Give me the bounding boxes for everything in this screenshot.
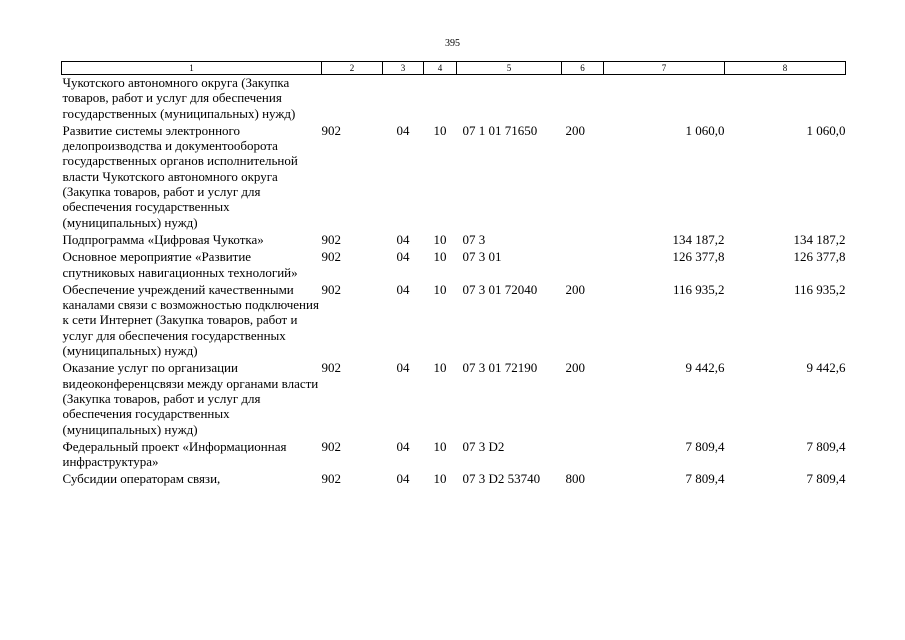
- page-number: 395: [445, 38, 460, 49]
- section-code: 04: [396, 122, 410, 138]
- table-row: [62, 360, 846, 438]
- column-header-6: 6: [562, 62, 604, 75]
- subsection-code: 10: [433, 281, 447, 297]
- column-header-2: 2: [322, 62, 383, 75]
- amount-col-8: 1 060,0: [806, 122, 846, 138]
- row-name: Оказание услуг по организации видеоконференцсвязи между органами власти (Закупка товаров, работ и услуг для обеспечения государственных (муниципальных) нужд): [62, 360, 319, 437]
- expense-type-code: [562, 439, 604, 472]
- expense-type-code: [562, 232, 604, 249]
- row-name: Чукотского автономного округа (Закупка товаров, работ и услуг для обеспечения государственных (муниципальных) нужд): [62, 75, 296, 121]
- table-row: [62, 471, 846, 488]
- target-article-code: 07 3 01: [462, 249, 502, 265]
- subsection-code: 10: [433, 231, 447, 247]
- column-header-5: 5: [457, 62, 562, 75]
- row-name: Обеспечение учреждений качественными каналами связи с возможностью подключения к сети Интернет (Закупка товаров, работ и услуг для обеспечения государственных (муниципальных) нужд): [62, 281, 319, 359]
- ministry-code: 902: [321, 281, 341, 297]
- row-name: Подпрограмма «Цифровая Чукотка»: [62, 231, 264, 247]
- subsection-code: 10: [433, 249, 447, 265]
- section-code: 04: [396, 249, 410, 265]
- table-row: [62, 439, 846, 472]
- expense-type-code: 200: [565, 281, 585, 297]
- ministry-code: 902: [321, 438, 341, 454]
- budget-table: [61, 61, 846, 489]
- target-article-code: 07 3: [462, 231, 486, 247]
- target-article-code: 07 3 D2: [462, 438, 505, 454]
- section-code: 04: [396, 438, 410, 454]
- amount-col-7: 7 809,4: [685, 471, 725, 487]
- ministry-code: 902: [321, 249, 341, 265]
- section-code: 04: [396, 231, 410, 247]
- table-header-row: [62, 62, 846, 75]
- row-name: Развитие системы электронного делопроизводства и документооборота государственных органов исполнительной власти Чукотского автономного округа (Закупка товаров, работ и услуг для обеспечения государственных (муниципальных) нужд): [62, 122, 298, 230]
- amount-col-7: 134 187,2: [672, 231, 725, 247]
- ministry-code: 902: [321, 471, 341, 487]
- table-row: [62, 282, 846, 360]
- row-name: Основное мероприятие «Развитие спутниковых навигационных технологий»: [62, 249, 298, 280]
- column-header-3: 3: [383, 62, 424, 75]
- subsection-code: 10: [433, 122, 447, 138]
- column-header-7: 7: [604, 62, 725, 75]
- row-name: Субсидии операторам связи,: [62, 471, 221, 487]
- table-row: [62, 123, 846, 232]
- section-code: 04: [396, 471, 410, 487]
- amount-col-7: 1 060,0: [685, 122, 725, 138]
- ministry-code: [322, 75, 383, 123]
- table-row: [62, 249, 846, 282]
- target-article-code: 07 1 01 71650: [462, 122, 538, 138]
- target-article-code: [457, 75, 562, 123]
- subsection-code: 10: [433, 438, 447, 454]
- expense-type-code: 200: [565, 360, 585, 376]
- expense-type-code: 200: [565, 122, 585, 138]
- target-article-code: 07 3 01 72040: [462, 281, 538, 297]
- expense-type-code: [562, 249, 604, 282]
- table-row: [62, 75, 846, 123]
- column-header-1: 1: [62, 62, 322, 75]
- row-name: Федеральный проект «Информационная инфраструктура»: [62, 438, 287, 470]
- amount-col-8: [725, 75, 846, 123]
- amount-col-8: 126 377,8: [793, 249, 846, 265]
- subsection-code: [424, 75, 457, 123]
- ministry-code: 902: [321, 231, 341, 247]
- target-article-code: 07 3 01 72190: [462, 360, 538, 376]
- amount-col-8: 116 935,2: [793, 281, 846, 297]
- amount-col-7: 9 442,6: [685, 360, 725, 376]
- column-header-4: 4: [424, 62, 457, 75]
- amount-col-8: 9 442,6: [806, 360, 846, 376]
- subsection-code: 10: [433, 360, 447, 376]
- expense-type-code: 800: [565, 471, 585, 487]
- section-code: 04: [396, 281, 410, 297]
- section-code: 04: [396, 360, 410, 376]
- target-article-code: 07 3 D2 53740: [462, 471, 541, 487]
- ministry-code: 902: [321, 360, 341, 376]
- column-header-8: 8: [725, 62, 846, 75]
- amount-col-8: 134 187,2: [793, 231, 846, 247]
- amount-col-7: 126 377,8: [672, 249, 725, 265]
- expense-type-code: [562, 75, 604, 123]
- amount-col-7: [604, 75, 725, 123]
- table-row: [62, 232, 846, 249]
- ministry-code: 902: [321, 122, 341, 138]
- amount-col-7: 7 809,4: [685, 438, 725, 454]
- amount-col-8: 7 809,4: [806, 471, 846, 487]
- amount-col-7: 116 935,2: [672, 281, 725, 297]
- section-code: [383, 75, 424, 123]
- amount-col-8: 7 809,4: [806, 438, 846, 454]
- subsection-code: 10: [433, 471, 447, 487]
